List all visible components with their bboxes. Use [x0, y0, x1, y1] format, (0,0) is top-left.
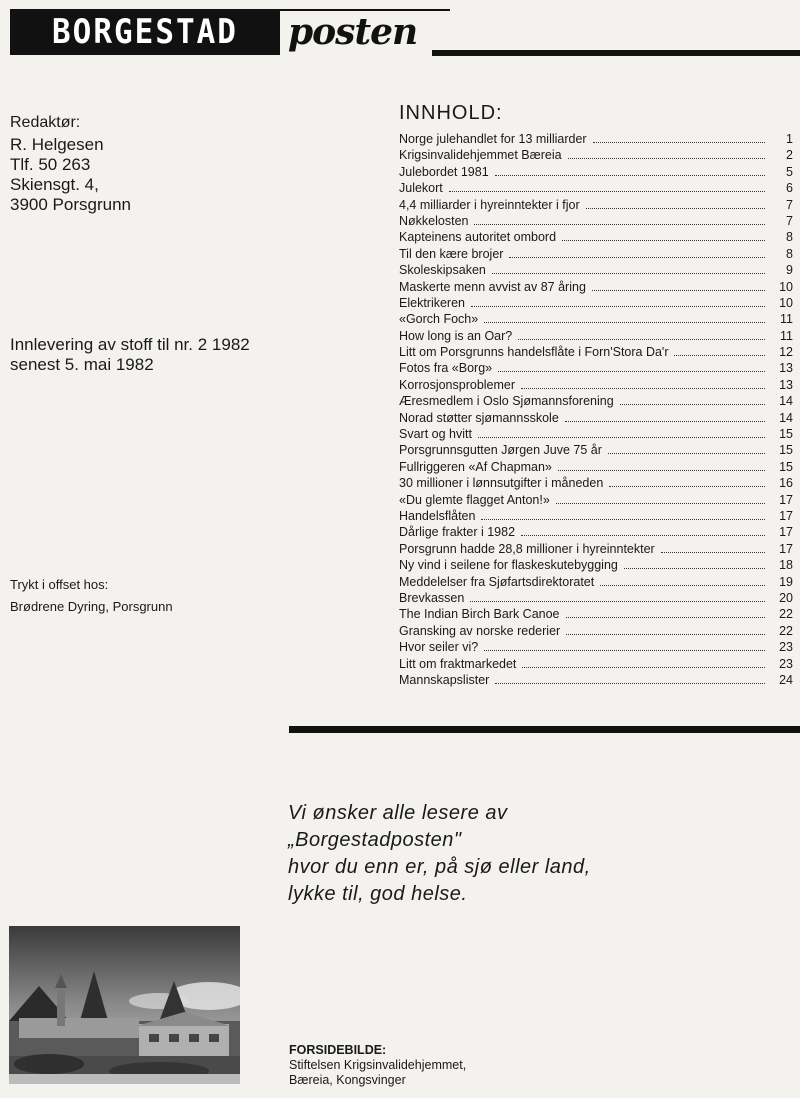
- toc-entry-page: 20: [779, 590, 793, 605]
- toc-entry-title: Elektrikeren: [399, 295, 465, 310]
- toc-entry: [399, 262, 793, 278]
- toc-entry-page: 22: [779, 607, 793, 622]
- toc-entry: [399, 492, 793, 508]
- toc-entry-title: Julebordet 1981: [399, 164, 489, 179]
- toc-entry-title: Fotos fra «Borg»: [399, 361, 493, 376]
- toc-entry-title: Julekort: [399, 181, 443, 196]
- toc-entry-title: Til den kære brojer: [399, 246, 504, 261]
- toc-entry-page: 17: [779, 508, 793, 523]
- toc-entry: [399, 410, 793, 426]
- toc-entry-page: 15: [779, 443, 793, 458]
- toc-entry-page: 17: [779, 525, 793, 540]
- masthead-script: posten: [288, 11, 418, 53]
- toc-leader-dots: [470, 591, 765, 602]
- toc-entry-page: 23: [779, 656, 793, 671]
- toc-entry: [399, 508, 793, 524]
- toc-leader-dots: [674, 345, 765, 356]
- toc-leader-dots: [565, 411, 765, 422]
- toc-leader-dots: [556, 493, 765, 504]
- toc-leader-dots: [558, 460, 765, 471]
- toc-leader-dots: [620, 394, 765, 405]
- toc-leader-dots: [495, 165, 765, 176]
- toc-entry-title: Mannskapslister: [399, 672, 490, 687]
- cover-photo: [9, 926, 240, 1084]
- toc-leader-dots: [474, 214, 765, 225]
- cover-photo-image: [9, 926, 240, 1084]
- deadline-line: Innlevering av stoff til nr. 2 1982: [10, 335, 250, 354]
- toc-leader-dots: [484, 312, 765, 323]
- toc-leader-dots: [562, 230, 765, 241]
- toc-leader-dots: [521, 525, 765, 536]
- editor-phone: Tlf. 50 263: [10, 155, 91, 174]
- toc-entry: [399, 180, 793, 196]
- toc-leader-dots: [492, 263, 765, 274]
- toc-leader-dots: [498, 361, 765, 372]
- toc-entry: [399, 377, 793, 393]
- toc-entry: [399, 360, 793, 376]
- toc-entry-page: 9: [786, 263, 793, 278]
- toc-entry-page: 7: [786, 197, 793, 212]
- toc-title: INNHOLD:: [399, 102, 503, 124]
- toc-entry-title: «Gorch Foch»: [399, 312, 479, 327]
- toc-leader-dots: [518, 329, 765, 340]
- toc-entry-title: Hvor seiler vi?: [399, 640, 479, 655]
- caption-title: FORSIDEBILDE:: [289, 1043, 387, 1057]
- toc-entry-page: 17: [779, 492, 793, 507]
- masthead-block: [10, 9, 280, 55]
- toc-entry-page: 13: [779, 377, 793, 392]
- editor-city: 3900 Porsgrunn: [10, 195, 131, 214]
- section-rule: [289, 726, 800, 733]
- toc-entry-title: Meddelelser fra Sjøfartsdirektoratet: [399, 574, 595, 589]
- caption-line: Stiftelsen Krigsinvalidehjemmet,: [289, 1058, 467, 1072]
- printer-line: Trykt i offset hos:: [10, 577, 109, 592]
- toc-entry-title: Brevkassen: [399, 590, 465, 605]
- toc-entry: [399, 672, 793, 688]
- toc-entry: [399, 639, 793, 655]
- printer-line: Brødrene Dyring, Porsgrunn: [10, 599, 173, 614]
- greeting-line: lykke til, god helse.: [288, 883, 468, 905]
- toc-leader-dots: [449, 181, 765, 192]
- toc-entry-page: 14: [779, 394, 793, 409]
- editor-contact: [10, 113, 131, 215]
- toc-entry: [399, 311, 793, 327]
- submission-deadline: [10, 335, 250, 375]
- toc-entry: [399, 426, 793, 442]
- toc-entry: [399, 524, 793, 540]
- toc-entry-page: 22: [779, 623, 793, 638]
- deadline-line: senest 5. mai 1982: [10, 355, 154, 374]
- toc-entry-page: 5: [786, 164, 793, 179]
- toc-entry-page: 17: [779, 541, 793, 556]
- toc-entry-title: Gransking av norske rederier: [399, 623, 561, 638]
- greeting-message: [288, 800, 591, 908]
- toc-entry-page: 10: [779, 279, 793, 294]
- toc-entry-title: Kapteinens autoritet ombord: [399, 230, 557, 245]
- toc-entry-page: 11: [780, 312, 793, 327]
- toc-entry: [399, 574, 793, 590]
- toc-entry: [399, 623, 793, 639]
- toc-entry: [399, 656, 793, 672]
- editor-name: R. Helgesen: [10, 135, 104, 154]
- toc-entry-page: 14: [779, 410, 793, 425]
- toc-leader-dots: [661, 542, 765, 553]
- toc-entry-page: 8: [786, 246, 793, 261]
- toc-entry-page: 8: [786, 230, 793, 245]
- toc-entry-title: The Indian Birch Bark Canoe: [399, 607, 560, 622]
- greeting-line: „Borgestadposten": [288, 829, 462, 851]
- toc-entry-page: 19: [779, 574, 793, 589]
- toc-leader-dots: [586, 198, 765, 209]
- toc-entry: [399, 164, 793, 180]
- editor-role: Redaktør:: [10, 114, 81, 131]
- toc-entry: [399, 475, 793, 491]
- toc-entry-title: Fullriggeren «Af Chapman»: [399, 459, 552, 474]
- toc-entry-title: 4,4 milliarder i hyreinntekter i fjor: [399, 197, 580, 212]
- toc-entry-title: Æresmedlem i Oslo Sjømannsforening: [399, 394, 614, 409]
- toc-entry-page: 23: [779, 640, 793, 655]
- toc-entry-page: 1: [786, 132, 793, 146]
- toc-entry-page: 24: [779, 672, 793, 687]
- cover-caption: [289, 1043, 466, 1088]
- toc-entry-title: Skoleskipsaken: [399, 263, 486, 278]
- toc-leader-dots: [592, 280, 765, 291]
- caption-line: Bæreia, Kongsvinger: [289, 1073, 406, 1087]
- toc-entry-page: 15: [779, 427, 793, 442]
- toc-entry-title: Litt om Porsgrunns handelsflåte i Forn'Stora Da'r: [399, 345, 669, 360]
- toc-entry: [399, 197, 793, 213]
- toc-leader-dots: [609, 476, 765, 487]
- toc-list: [399, 131, 793, 688]
- toc-entry: [399, 147, 793, 163]
- toc-entry: [399, 393, 793, 409]
- toc-entry-title: Dårlige frakter i 1982: [399, 525, 516, 540]
- toc-entry: [399, 541, 793, 557]
- toc-entry-title: 30 millioner i lønnsutgifter i måneden: [399, 476, 604, 491]
- toc-leader-dots: [566, 624, 765, 635]
- toc-entry: [399, 606, 793, 622]
- toc-entry-title: Maskerte menn avvist av 87 åring: [399, 279, 586, 294]
- toc-leader-dots: [484, 640, 765, 651]
- greeting-line: Vi ønsker alle lesere av: [288, 802, 508, 824]
- toc-entry-page: 2: [786, 148, 793, 163]
- toc-leader-dots: [521, 378, 765, 389]
- editor-street: Skiensgt. 4,: [10, 175, 99, 194]
- toc-entry-title: Korrosjonsproblemer: [399, 377, 516, 392]
- toc-entry-title: Norad støtter sjømannsskole: [399, 410, 559, 425]
- toc-leader-dots: [600, 575, 765, 586]
- toc-entry-title: Svart og hvitt: [399, 427, 472, 442]
- toc-entry: [399, 246, 793, 262]
- toc-entry: [399, 328, 793, 344]
- toc-entry-page: 16: [779, 476, 793, 491]
- toc-entry-page: 15: [779, 459, 793, 474]
- masthead: [10, 9, 440, 57]
- toc-leader-dots: [624, 558, 765, 569]
- toc-entry-title: How long is an Oar?: [399, 328, 513, 343]
- toc-entry-page: 13: [779, 361, 793, 376]
- toc-entry: [399, 590, 793, 606]
- toc-entry-title: Litt om fraktmarkedet: [399, 656, 517, 671]
- toc-entry: [399, 459, 793, 475]
- toc-entry: [399, 131, 793, 147]
- toc-entry: [399, 344, 793, 360]
- masthead-rule: [432, 50, 800, 56]
- toc-entry-title: Porsgrunnsgutten Jørgen Juve 75 år: [399, 443, 602, 458]
- toc-leader-dots: [566, 607, 765, 618]
- toc-leader-dots: [568, 148, 765, 159]
- toc-leader-dots: [509, 247, 765, 258]
- toc-leader-dots: [478, 427, 765, 438]
- toc-entry-page: 10: [779, 295, 793, 310]
- toc-entry-page: 6: [786, 181, 793, 196]
- toc-leader-dots: [593, 132, 765, 143]
- toc-leader-dots: [471, 296, 765, 307]
- toc-entry-title: Handelsflåten: [399, 508, 476, 523]
- toc-entry: [399, 442, 793, 458]
- masthead-name: BORGESTAD: [52, 12, 238, 52]
- toc-entry: [399, 229, 793, 245]
- toc-entry-title: Porsgrunn hadde 28,8 millioner i hyreinntekter: [399, 541, 655, 556]
- toc-leader-dots: [481, 509, 765, 520]
- toc-entry: [399, 279, 793, 295]
- toc-entry-title: Ny vind i seilene for flaskeskutebygging: [399, 558, 618, 573]
- toc-entry: [399, 557, 793, 573]
- toc-entry-page: 12: [779, 345, 793, 360]
- greeting-line: hvor du enn er, på sjø eller land,: [288, 856, 591, 878]
- toc-entry: [399, 295, 793, 311]
- toc-leader-dots: [495, 673, 765, 684]
- toc-entry-title: Nøkkelosten: [399, 213, 469, 228]
- table-of-contents: [399, 102, 793, 688]
- toc-entry-page: 18: [779, 558, 793, 573]
- toc-entry-title: «Du glemte flagget Anton!»: [399, 492, 550, 507]
- printer-info: [10, 574, 173, 618]
- toc-entry-title: Norge julehandlet for 13 milliarder: [399, 132, 587, 146]
- toc-entry-title: Krigsinvalidehjemmet Bæreia: [399, 148, 562, 163]
- toc-entry: [399, 213, 793, 229]
- toc-leader-dots: [608, 443, 765, 454]
- toc-entry-page: 7: [786, 213, 793, 228]
- toc-leader-dots: [522, 657, 765, 668]
- toc-entry-page: 11: [780, 328, 793, 343]
